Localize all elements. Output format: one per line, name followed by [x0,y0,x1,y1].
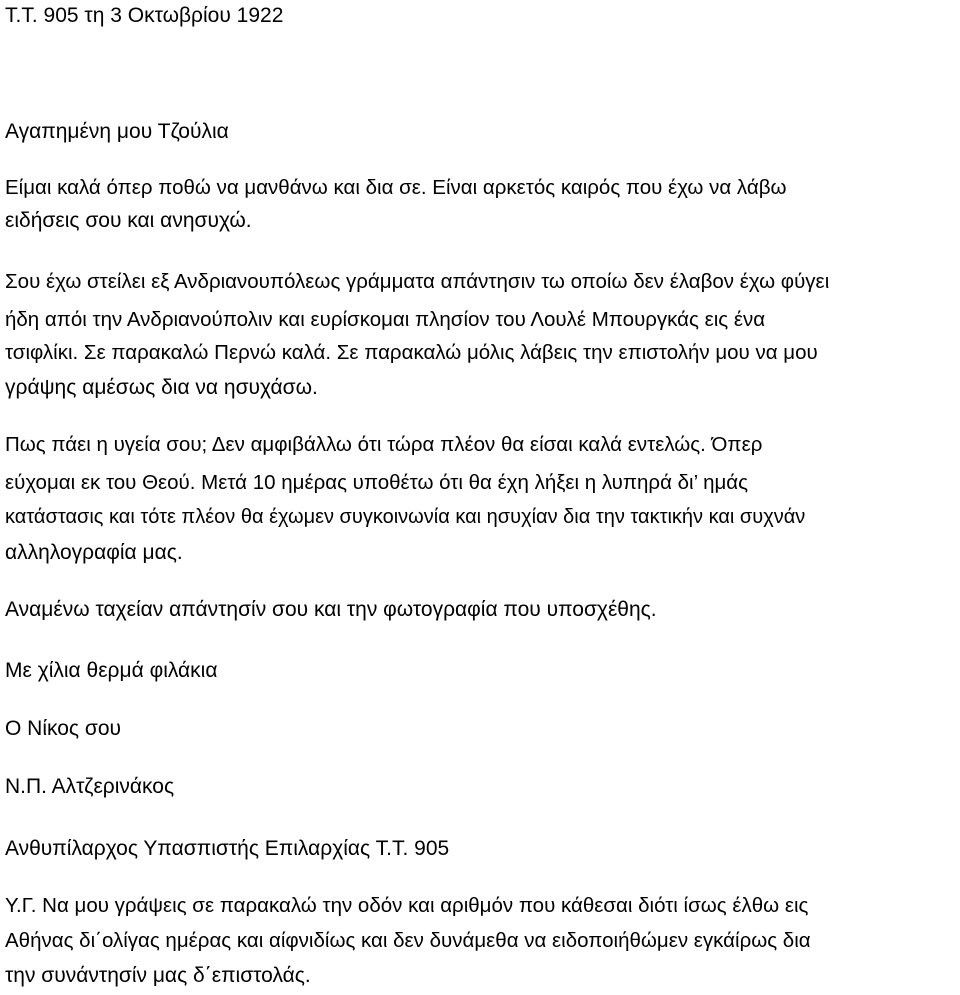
postscript-line-1: Υ.Γ. Να μου γράψεις σε παρακαλώ την οδόν και αριθμόν που κάθεσαι διότι ίσως έλθω εις [5,894,809,917]
paragraph-3-line-2: εύχομαι εκ του Θεού. Μετά 10 ημέρας υποθέτω ότι θα έχη λήξει η λυπηρά δι’ ημάς [5,471,749,494]
signature-name: Ν.Π. Αλτζερινάκος [5,775,175,798]
paragraph-1-line-2: ειδήσεις σου και ανησυχώ. [5,209,252,232]
letter-dateline: Τ.Τ. 905 τη 3 Οκτωβρίου 1922 [5,4,284,27]
letter-sender: Ο Νίκος σου [5,717,122,740]
paragraph-2-line-4: γράψης αμέσως δια να ησυχάσω. [5,376,318,399]
letter-salutation: Αγαπημένη μου Τζούλια [5,120,229,143]
paragraph-3-line-4: αλληλογραφία μας. [5,541,183,564]
paragraph-2-line-1: Σου έχω στείλει εξ Ανδριανουπόλεως γράμματα απάντησιν τω οποίω δεν έλαβον έχω φύγει [5,270,830,293]
paragraph-1-line-1: Είμαι καλά όπερ ποθώ να μανθάνω και δια σε. Είναι αρκετός καιρός που έχω να λάβω [5,176,787,199]
signature-rank: Ανθυπίλαρχος Υπασπιστής Επιλαρχίας Τ.Τ. 905 [5,837,450,860]
paragraph-3-line-3: κατάστασις και τότε πλέον θα έχωμεν συγκοινωνία και ησυχίαν δια την τακτικήν και συχνάν [5,506,806,528]
postscript-line-2: Αθήνας δι΄ολίγας ημέρας και αίφνιδίως και δεν δυνάμεθα να ειδοποιήθώμεν εγκάίρως δια [5,929,811,952]
paragraph-2-line-3: τσιφλίκι. Σε παρακαλώ Περνώ καλά. Σε παρακαλώ μόλις λάβεις την επιστολήν μου να μου [5,341,818,364]
letter-closing: Με χίλια θερμά φιλάκια [5,659,218,682]
paragraph-2-line-2: ήδη απόι την Ανδριανούπολιν και ευρίσκομαι πλησίον του Λουλέ Μπουργκάς εις ένα [5,308,766,331]
paragraph-3-line-1: Πως πάει η υγεία σου; Δεν αμφιβάλλω ότι τώρα πλέον θα είσαι καλά εντελώς. Όπερ [5,433,763,456]
postscript-line-3: την συνάντησίν μας δ΄επιστολάς. [5,964,311,987]
paragraph-4: Αναμένω ταχείαν απάντησίν σου και την φωτογραφία που υποσχέθης. [5,598,657,621]
